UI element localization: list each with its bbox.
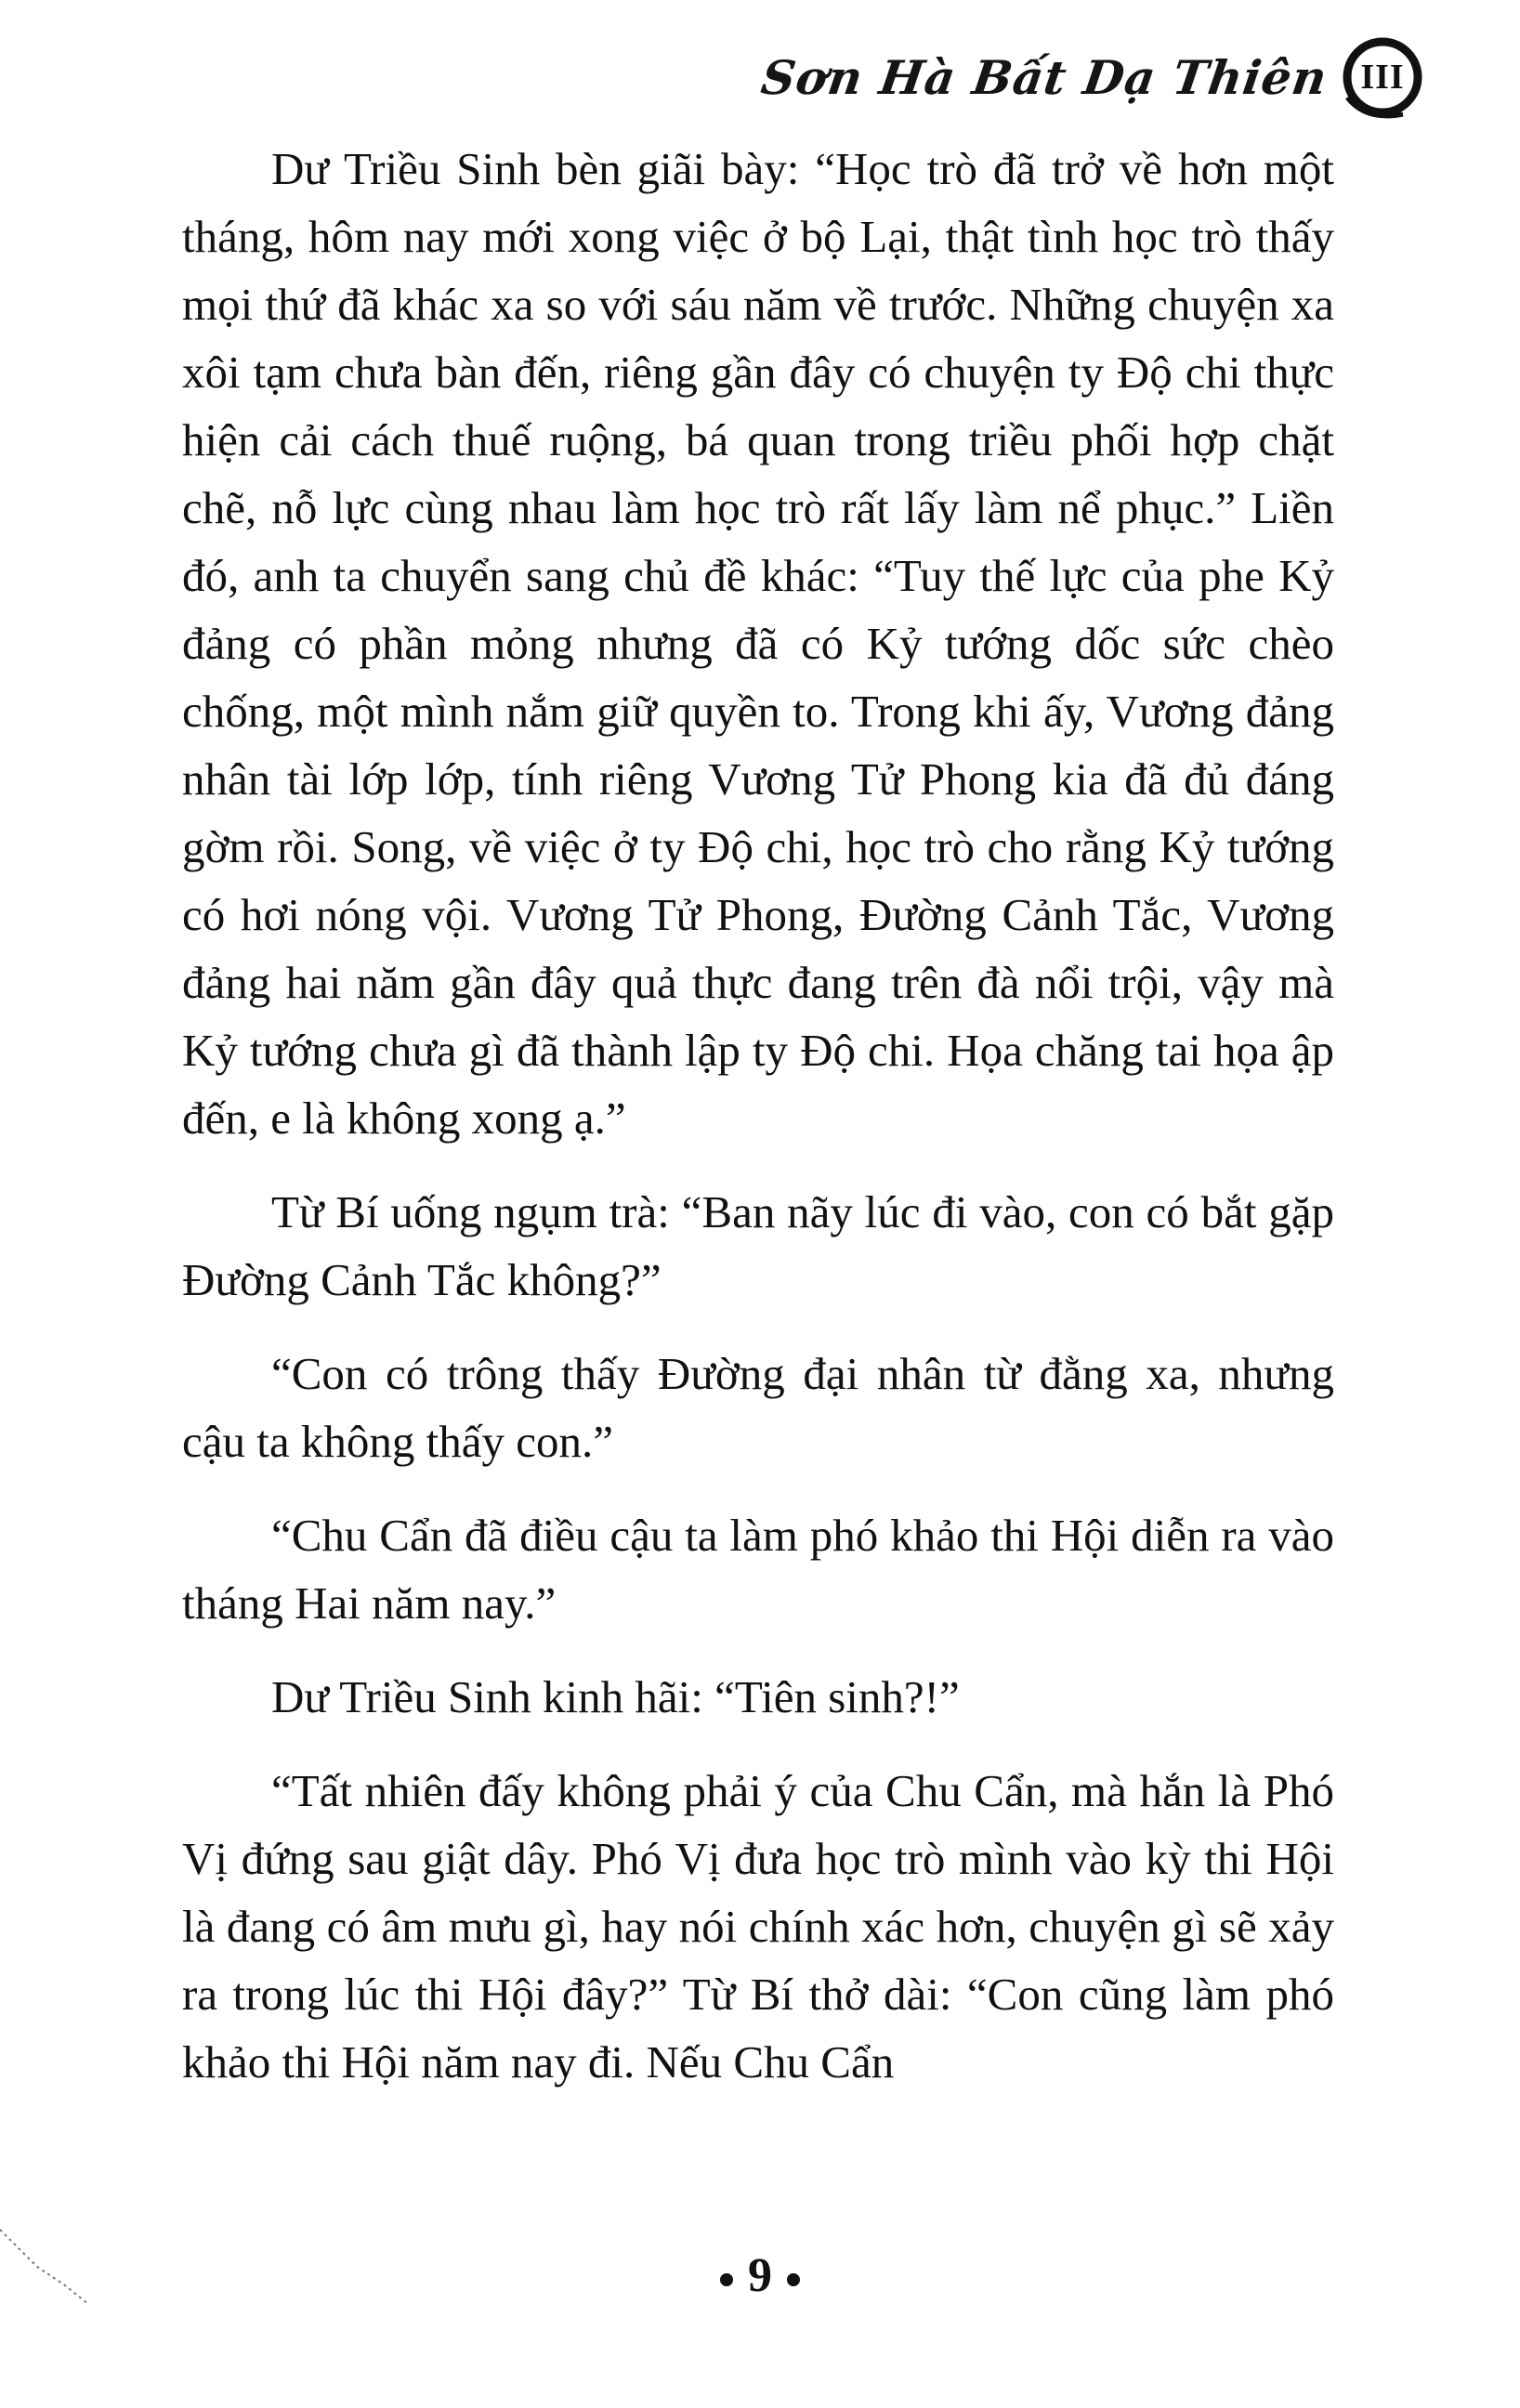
volume-badge [1338,33,1427,122]
paragraph: Dư Triều Sinh bèn giãi bày: “Học trò đã trở về hơn một tháng, hôm nay mới xong việc ở bộ Lại, thật tình học trò thấy mọi thứ đã khác xa so với sáu năm về trước. Những chuyện xa xôi tạm chưa bàn đến, riêng gần đây có chuyện ty Độ chi thực hiện cải cách thuế ruộng, bá quan trong triều phối hợp chặt chẽ, nỗ lực cùng nhau làm học trò rất lấy làm nể phục.” Liền đó, anh ta chuyển sang chủ đề khác: “Tuy thế lực của phe Kỷ đảng có phần mỏng nhưng đã có Kỷ tướng dốc sức chèo chống, một mình nắm giữ quyền to. Trong khi ấy, Vương đảng nhân tài lớp lớp, tính riêng Vương Tử Phong kia đã đủ đáng gờm rồi. Song, về việc ở ty Độ chi, học trò cho rằng Kỷ tướng có hơi nóng vội. Vương Tử Phong, Đường Cảnh Tắc, Vương đảng hai năm gần đây quả thực đang trên đà nổi trội, vậy mà Kỷ tướng chưa gì đã thành lập ty Độ chi. Họa chăng tai họa ập đến, e là không xong ạ.” [182,143,1334,1144]
series-title: Sơn Hà Bất Dạ Thiên [757,49,1331,105]
page-number: 9 [748,2249,772,2302]
paragraph: “Con có trông thấy Đường đại nhân từ đằng xa, nhưng cậu ta không thấy con.” [182,1348,1334,1467]
page-body [182,135,1334,2122]
bullet-dot-icon [720,2273,733,2286]
bullet-dot-icon [787,2273,800,2286]
volume-number: III [1360,58,1405,97]
running-header [757,26,1427,128]
paragraph: Dư Triều Sinh kinh hãi: “Tiên sinh?!” [271,1671,960,1722]
paragraph: “Chu Cẩn đã điều cậu ta làm phó khảo thi Hội diễn ra vào tháng Hai năm nay.” [182,1510,1334,1629]
paragraph: Từ Bí uống ngụm trà: “Ban nãy lúc đi vào, con có bắt gặp Đường Cảnh Tắc không?” [182,1186,1334,1305]
paragraph: “Tất nhiên đấy không phải ý của Chu Cẩn, mà hắn là Phó Vị đứng sau giật dây. Phó Vị đưa học trò mình vào kỳ thi Hội là đang có âm mưu gì, hay nói chính xác hơn, chuyện gì sẽ xảy ra trong lúc thi Hội đây?” Từ Bí thở dài: “Con cũng làm phó khảo thi Hội năm nay đi. Nếu Chu Cẩn [182,1765,1334,2087]
scan-edge-mark [0,2211,111,2323]
page-number-footer [0,2248,1520,2303]
